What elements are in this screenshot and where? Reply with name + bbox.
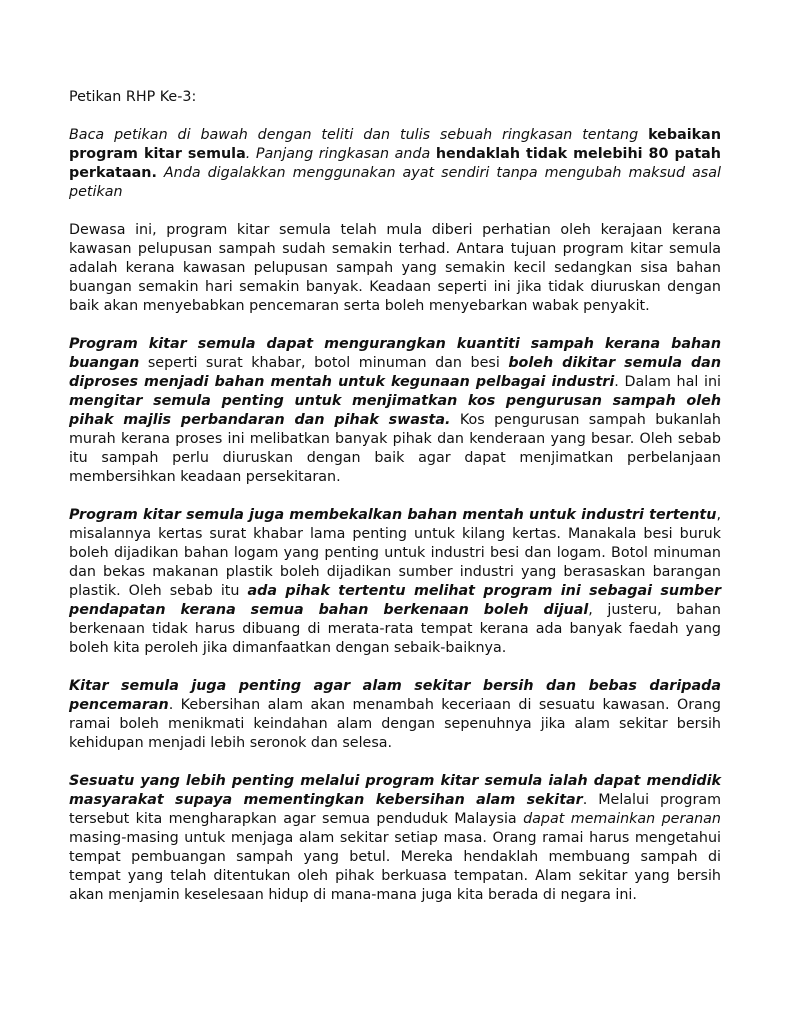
key-point: boleh dikitar semula dan diproses menjadi bahan mentah untuk kegunaan pelbagai industri [69,355,722,390]
paragraph-text: seperti surat khabar, botol minuman dan besi [139,355,509,371]
italic-phrase: dapat memainkan peranan [523,811,721,827]
paragraph-text: masing-masing untuk menjaga alam sekitar setiap masa. Orang ramai harus mengetahui tempat pembuangan sampah yang betul. Mereka hendaklah membuang sampah di tempat yang telah ditentukan oleh pihak berkuasa tempatan. Alam sekitar yang bersih akan menjamin keselesaan hidup di mana-mana juga kita berada di negara ini. [69,830,721,903]
paragraph-text: . Dalam hal ini [614,374,721,390]
paragraph-text: . Melalui program tersebut kita mengharapkan agar semua penduduk Malaysia [69,792,722,827]
paragraph-reduce-waste [69,335,721,487]
document-page [69,88,721,924]
paragraph-text: Kos pengurusan sampah bukanlah murah kerana proses ini melibatkan banyak pihak dan kenderaan yang besar. Oleh sebab itu sampah perlu diuruskan dengan baik agar dapat menjimatkan perbelanjaan membersihkan keadaan persekitaran. [69,412,721,485]
instruction-paragraph [69,126,721,202]
paragraph-text: Dewasa ini, program kitar semula telah mula diberi perhatian oleh kerajaan kerana kawasan pelupusan sampah sudah semakin terhad. Antara tujuan program kitar semula adalah kerana kawasan pelupusan sampah yang semakin kecil sedangkan sisa bahan buangan semakin hari semakin banyak. Keadaan seperti ini jika tidak diuruskan dengan baik akan menyebabkan pencemaran serta boleh menyebarkan wabak penyakit. [69,222,721,314]
paragraph-text: , justeru, bahan berkenaan tidak harus dibuang di merata-rata tempat kerana ada banyak faedah yang boleh kita peroleh jika dimanfaatkan dengan sebaik-baiknya. [69,602,721,656]
paragraph-text: , misalannya kertas surat khabar lama penting untuk kilang kertas. Manakala besi buruk boleh dijadikan bahan logam yang penting untuk industri besi dan logam. Botol minuman dan bekas makanan plastik boleh dijadikan sumber industri yang berasaskan barangan plastik. Oleh sebab itu [69,507,721,599]
paragraph-introduction [69,221,721,316]
instruction-emphasis: kebaikan program kitar semula [69,127,721,162]
key-point: Sesuatu yang lebih penting melalui program kitar semula ialah dapat mendidik masyarakat supaya mementingkan kebersihan alam sekitar [69,773,721,808]
paragraph-text: . Kebersihan alam akan menambah keceriaan di sesuatu kawasan. Orang ramai boleh menikmati keindahan alam dengan sepenuhnya jika alam sekitar bersih kehidupan menjadi lebih seronok dan selesa. [69,697,721,751]
key-point: mengitar semula penting untuk menjimatkan kos pengurusan sampah oleh pihak majlis perbandaran dan pihak swasta. [69,393,721,428]
paragraph-raw-materials [69,506,721,658]
key-point: ada pihak tertentu melihat program ini sebagai sumber pendapatan kerana semua bahan berkenaan boleh dijual [69,583,721,618]
instruction-text: Anda digalakkan menggunakan ayat sendiri tanpa mengubah maksud asal petikan [69,165,721,200]
paragraph-clean-environment [69,677,721,753]
paragraph-educate-society [69,772,721,905]
instruction-text: . Panjang ringkasan anda [245,146,436,162]
key-point: Program kitar semula dapat mengurangkan kuantiti sampah kerana bahan buangan [69,336,721,371]
document-title: Petikan RHP Ke-3: [69,89,197,105]
instruction-emphasis: hendaklah tidak melebihi 80 patah perkataan. [69,146,721,181]
key-point: Program kitar semula juga membekalkan bahan mentah untuk industri tertentu [69,507,717,523]
key-point: Kitar semula juga penting agar alam sekitar bersih dan bebas daripada pencemaran [69,678,721,713]
instruction-text: Baca petikan di bawah dengan teliti dan tulis sebuah ringkasan tentang [69,127,649,143]
